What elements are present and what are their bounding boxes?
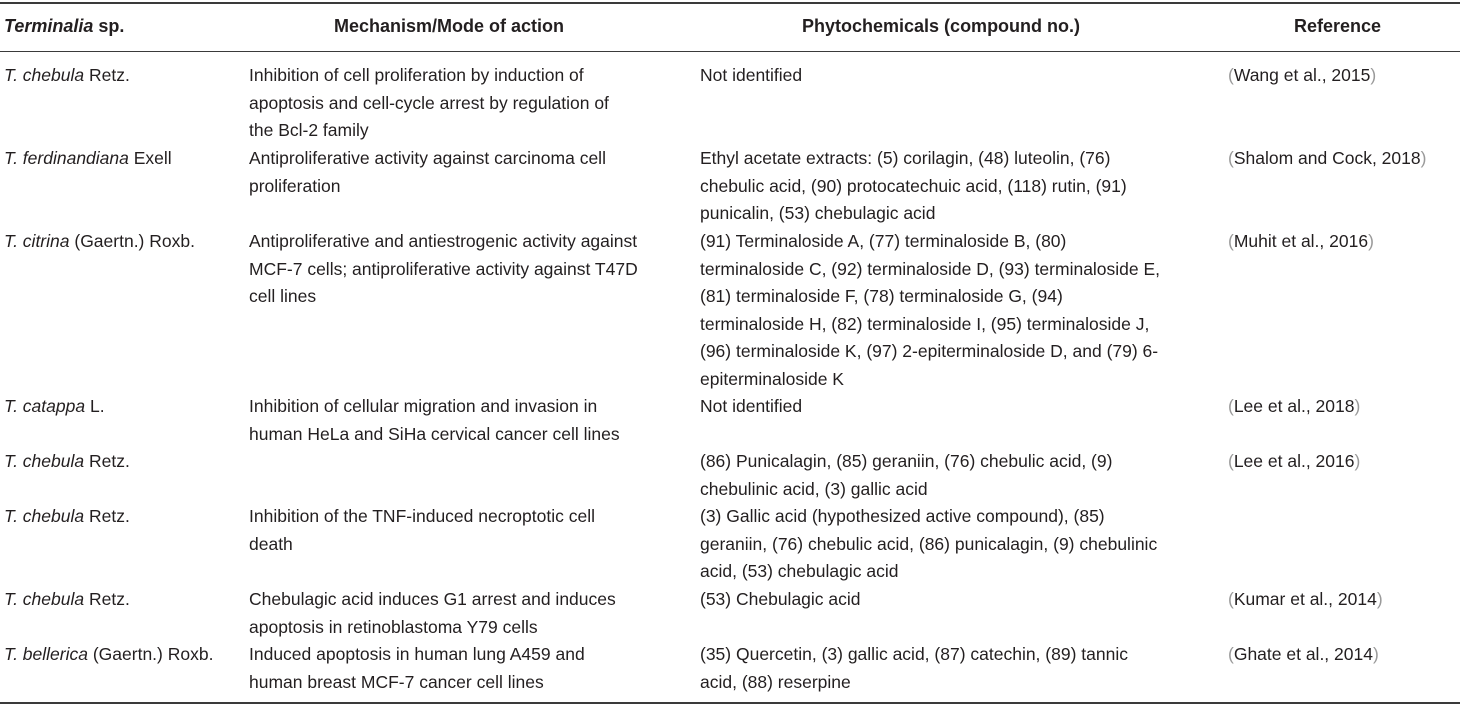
phytochemicals-line: geraniin, (76) chebulic acid, (86) punicalagin, (9) chebulinic (700, 533, 1158, 554)
species-name: T. chebula (4, 506, 85, 526)
phytochemicals-line: terminaloside C, (92) terminaloside D, (93) terminaloside E, (700, 258, 1161, 279)
species-cell (4, 641, 244, 669)
phytochemicals-line: (86) Punicalagin, (85) geraniin, (76) chebulic acid, (9) (700, 451, 1113, 471)
mechanism-line: MCF-7 cells; antiproliferative activity against T47D (249, 258, 638, 279)
species-cell (4, 393, 244, 421)
species-cell (4, 586, 244, 614)
phytochemicals-cell (700, 448, 1220, 503)
species-cell (4, 62, 244, 90)
mechanism-line: Inhibition of cellular migration and invasion in (249, 396, 598, 416)
mechanism-line: Inhibition of the TNF-induced necroptotic cell (249, 506, 595, 526)
header-mechanism: Mechanism/Mode of action (334, 16, 565, 36)
mechanism-cell (249, 62, 689, 145)
species-authority: Retz. (84, 451, 130, 471)
reference-link[interactable]: Shalom and Cock, 2018 (1233, 148, 1421, 168)
species-name: T. chebula (4, 589, 85, 609)
phytochemicals-line: (35) Quercetin, (3) gallic acid, (87) catechin, (89) tannic (700, 644, 1128, 664)
species-authority: Retz. (84, 65, 130, 85)
species-authority: (Gaertn.) Roxb. (87, 644, 214, 664)
mechanism-line: human HeLa and SiHa cervical cancer cell lines (249, 423, 620, 444)
phytochemicals-line: (81) terminaloside F, (78) terminaloside G, (94) (700, 286, 1063, 306)
mechanism-line: Induced apoptosis in human lung A459 and (249, 644, 585, 664)
header-species: Terminalia sp. (4, 16, 125, 36)
species-authority: Retz. (84, 589, 130, 609)
reference-link[interactable]: Lee et al., 2018 (1233, 396, 1355, 416)
species-name: T. chebula (4, 451, 85, 471)
species-authority: L. (85, 396, 105, 416)
phytochemicals-cell (700, 62, 1220, 90)
reference-cell: (Ghate et al., 2014) (1228, 644, 1379, 664)
species-authority: (Gaertn.) Roxb. (69, 231, 195, 251)
phytochemicals-line: (53) Chebulagic acid (700, 589, 861, 609)
mechanism-line: the Bcl-2 family (249, 120, 369, 140)
species-cell (4, 503, 244, 531)
reference-link[interactable]: Kumar et al., 2014 (1233, 589, 1377, 609)
species-name: T. bellerica (4, 644, 88, 664)
species-authority: Retz. (84, 506, 130, 526)
species-name: T. ferdinandiana (4, 148, 129, 168)
reference-cell: (Muhit et al., 2016) (1228, 231, 1374, 251)
species-name: T. chebula (4, 65, 85, 85)
mechanism-cell (249, 145, 689, 200)
species-authority: Exell (128, 148, 172, 168)
species-name: T. catappa (4, 396, 86, 416)
mechanism-line: Antiproliferative activity against carcinoma cell (249, 148, 606, 168)
phytochemicals-line: (91) Terminaloside A, (77) terminaloside B, (80) (700, 231, 1067, 251)
phytochemicals-line: (3) Gallic acid (hypothesized active compound), (85) (700, 506, 1105, 526)
mechanism-cell (249, 393, 689, 448)
phytochemicals-cell (700, 641, 1220, 696)
table-bottom-rule (0, 702, 1460, 704)
phytochemicals-cell (700, 503, 1220, 586)
reference-cell: (Wang et al., 2015) (1228, 65, 1377, 85)
mechanism-line: Chebulagic acid induces G1 arrest and induces (249, 589, 616, 609)
mechanism-line: human breast MCF-7 cancer cell lines (249, 671, 544, 692)
species-cell (4, 448, 244, 476)
reference-link[interactable]: Muhit et al., 2016 (1233, 231, 1369, 251)
phytochemicals-line: epiterminaloside K (700, 368, 844, 389)
phytochemicals-cell (700, 393, 1220, 421)
reference-link[interactable]: Ghate et al., 2014 (1233, 644, 1373, 664)
mechanism-cell (249, 228, 689, 311)
phytochemicals-cell (700, 145, 1220, 228)
table-top-rule (0, 2, 1460, 4)
mechanism-line: Inhibition of cell proliferation by induction of (249, 65, 584, 85)
phytochemicals-line: Not identified (700, 396, 803, 416)
phytochemicals-line: acid, (88) reserpine (700, 671, 851, 692)
mechanism-cell (249, 641, 689, 696)
phytochemicals-line: chebulinic acid, (3) gallic acid (700, 478, 928, 499)
header-phytochemicals: Phytochemicals (compound no.) (802, 16, 1081, 36)
phytochemicals-line: (96) terminaloside K, (97) 2-epiterminaloside D, and (79) 6- (700, 341, 1159, 361)
reference-link[interactable]: Wang et al., 2015 (1233, 65, 1371, 85)
species-cell (4, 145, 244, 173)
phytochemicals-cell (700, 228, 1220, 393)
header-reference: Reference (1294, 16, 1382, 36)
phytochemicals-line: chebulic acid, (90) protocatechuic acid, (118) rutin, (91) (700, 175, 1127, 196)
reference-link[interactable]: Lee et al., 2016 (1233, 451, 1355, 471)
reference-cell: (Kumar et al., 2014) (1228, 589, 1383, 609)
header-rule (0, 51, 1460, 52)
phytochemicals-line: Not identified (700, 65, 803, 85)
species-name: T. citrina (4, 231, 70, 251)
mechanism-line: proliferation (249, 175, 341, 196)
mechanism-line: apoptosis in retinoblastoma Y79 cells (249, 616, 538, 637)
mechanism-line: death (249, 533, 293, 554)
phytochemicals-line: Ethyl acetate extracts: (5) corilagin, (48) luteolin, (76) (700, 148, 1111, 168)
mechanism-line: apoptosis and cell-cycle arrest by regulation of (249, 92, 609, 113)
reference-cell: (Shalom and Cock, 2018) (1228, 148, 1427, 168)
phytochemicals-line: punicalin, (53) chebulagic acid (700, 203, 936, 223)
mechanism-line: Antiproliferative and antiestrogenic activity against (249, 231, 638, 251)
reference-cell: (Lee et al., 2018) (1228, 396, 1361, 416)
mechanism-cell (249, 503, 689, 558)
phytochemicals-line: terminaloside H, (82) terminaloside I, (95) terminaloside J, (700, 313, 1150, 334)
reference-cell: (Lee et al., 2016) (1228, 451, 1361, 471)
mechanism-cell (249, 586, 689, 641)
phytochemicals-cell (700, 586, 1220, 614)
phytochemicals-line: acid, (53) chebulagic acid (700, 561, 899, 581)
species-cell (4, 228, 244, 256)
mechanism-line: cell lines (249, 286, 317, 306)
